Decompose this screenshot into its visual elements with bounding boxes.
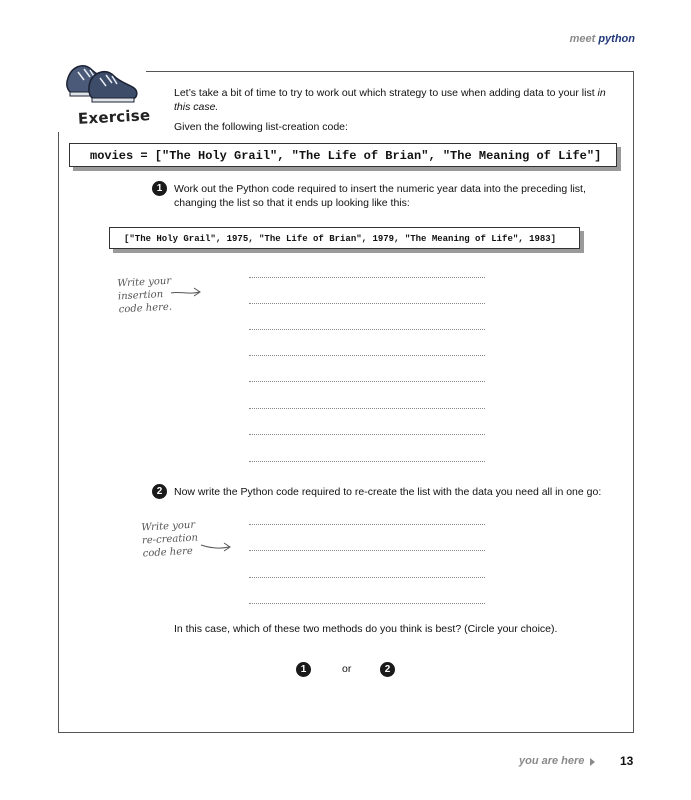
recreation-line-3[interactable]: [249, 577, 485, 578]
choice-2[interactable]: 2: [380, 662, 395, 677]
exercise-label: Exercise: [77, 106, 151, 128]
footer-arrow-icon: [590, 758, 595, 766]
target-list-code: ["The Holy Grail", 1975, "The Life of Brian", 1979, "The Meaning of Life", 1983]: [109, 227, 580, 249]
step-1-badge: 1: [152, 181, 167, 196]
step-1-text: Work out the Python code required to insert the numeric year data into the preceding list, changing the list so that it ends up looking like this:: [174, 183, 586, 209]
choice-row: [294, 662, 404, 678]
recreation-line-1[interactable]: [249, 524, 485, 525]
recreation-note-line3: code here: [142, 545, 194, 560]
recreation-line-4[interactable]: [249, 603, 485, 604]
intro-paragraph: [174, 86, 614, 114]
insertion-note-line1: Write your: [117, 275, 172, 290]
header-python: python: [598, 33, 635, 45]
choice-1[interactable]: 1: [296, 662, 311, 677]
recreation-note-line2: re-creation: [141, 532, 199, 547]
insertion-note: [117, 275, 173, 317]
list-creation-code: movies = ["The Holy Grail", "The Life of Brian", "The Meaning of Life"]: [69, 143, 617, 167]
insertion-line-8[interactable]: [249, 461, 485, 462]
insertion-line-1[interactable]: [249, 277, 485, 278]
page-number: 13: [620, 754, 634, 768]
insertion-line-5[interactable]: [249, 381, 485, 382]
header-meet: meet: [569, 33, 596, 45]
footer-you-are-here: you are here: [519, 755, 585, 767]
step-2-badge: 2: [152, 484, 167, 499]
recreation-arrow-icon: [200, 541, 232, 553]
insertion-arrow-icon: [170, 286, 202, 298]
insertion-line-4[interactable]: [249, 355, 485, 356]
insertion-line-7[interactable]: [249, 434, 485, 435]
exercise-badge: [58, 52, 151, 132]
running-header: [570, 33, 635, 45]
choice-or: or: [342, 663, 352, 675]
sneakers-icon: [62, 56, 142, 114]
intro-italic: in this case.: [174, 87, 606, 113]
intro-text: Let’s take a bit of time to try to work out which strategy to use when adding data to your list: [174, 87, 595, 99]
given-text: Given the following list-creation code:: [174, 121, 348, 133]
insertion-line-3[interactable]: [249, 329, 485, 330]
recreation-line-2[interactable]: [249, 550, 485, 551]
recreation-note: [141, 519, 199, 561]
recreation-note-line1: Write your: [141, 519, 196, 534]
insertion-line-2[interactable]: [249, 303, 485, 304]
insertion-note-line2: insertion: [117, 289, 164, 303]
insertion-line-6[interactable]: [249, 408, 485, 409]
insertion-note-line3: code here.: [118, 301, 173, 316]
step-2-text: Now write the Python code required to re-create the list with the data you need all in one go:: [174, 486, 602, 498]
question-text: In this case, which of these two methods do you think is best? (Circle your choice).: [174, 623, 558, 635]
